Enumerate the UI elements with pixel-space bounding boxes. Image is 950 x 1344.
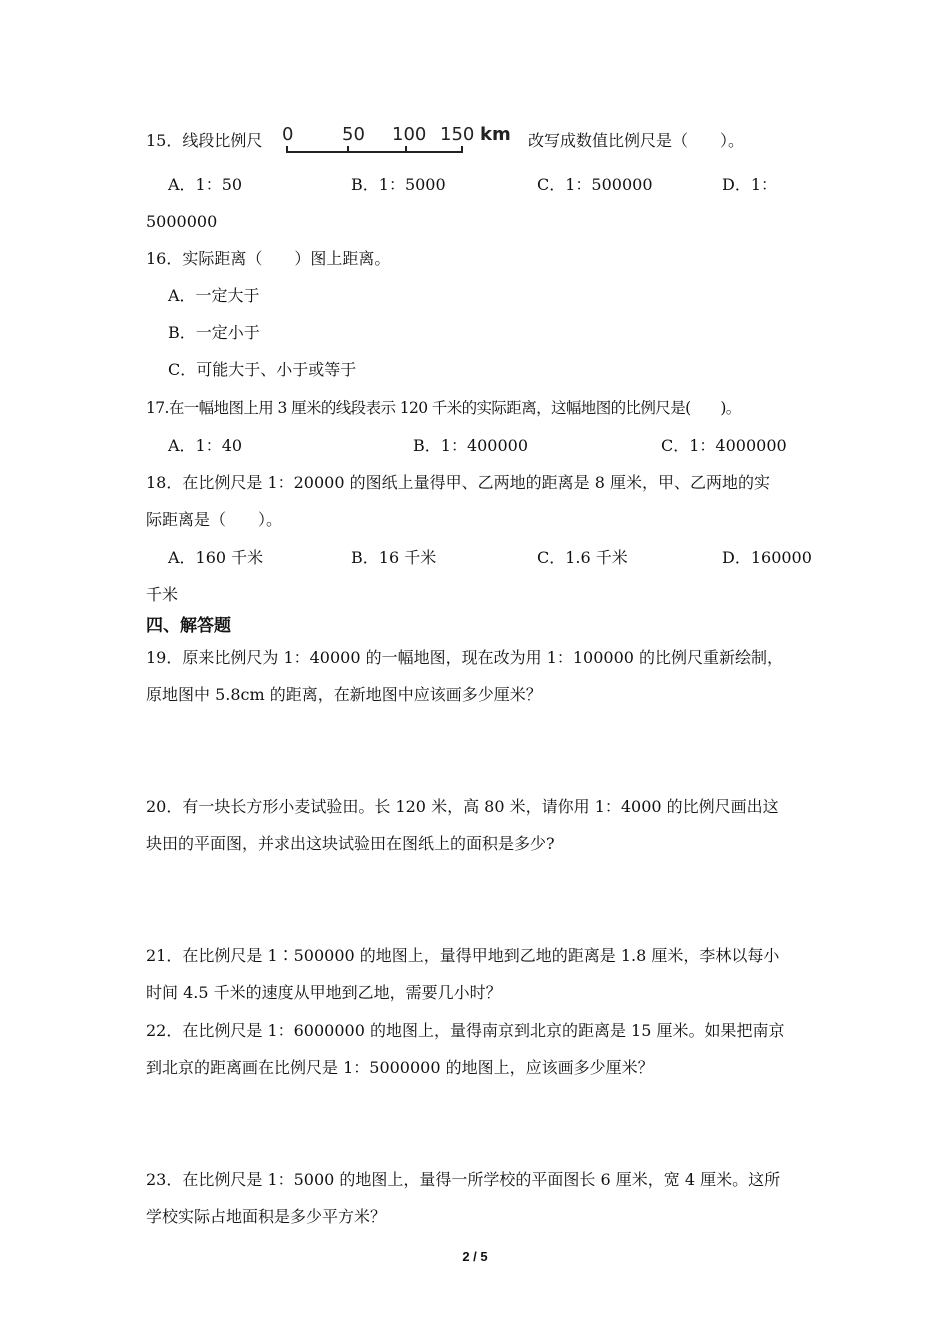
q19-line2: 原地图中 5.8cm 的距离，在新地图中应该画多少厘米？ [146,685,542,704]
q18-option-d: D．160000 [722,548,812,567]
q15-option-b: B．1：5000 [351,175,446,194]
q21-line2: 时间 4.5 千米的速度从甲地到乙地，需要几小时？ [146,983,502,1002]
q22-line1: 22．在比例尺是 1：6000000 的地图上，量得南京到北京的距离是 15 厘米。如果把南京 [146,1021,785,1040]
q15-prefix: 15．线段比例尺 [146,131,263,150]
q18-option-c: C．1.6 千米 [537,548,628,567]
q23-line1: 23．在比例尺是 1：5000 的地图上，量得一所学校的平面图长 6 厘米，宽 4 厘米。这所 [146,1170,781,1189]
q15-option-d: D．1： [722,175,778,194]
scale-label-50: 50 [342,124,365,145]
q15-option-c: C．1：500000 [537,175,653,194]
scale-label-0: 0 [282,124,294,145]
q18-option-b: B．16 千米 [351,548,437,567]
q19-line1: 19．原来比例尺为 1：40000 的一幅地图，现在改为用 1：100000 的比例尺重新绘制， [146,648,784,667]
q15-suffix: 改写成数值比例尺是（ ）。 [528,131,745,150]
page-number: 2 / 5 [462,1249,488,1264]
scale-label-100: 100 [392,124,427,145]
q16-option-a: A．一定大于 [168,286,260,305]
scale-label-150: 150 [440,124,475,145]
q15-option-d-cont: 5000000 [146,212,218,231]
q16-stem: 16．实际距离（ ）图上距离。 [146,249,391,268]
scale-label-unit: km [480,124,511,145]
q17-stem: 17.在一幅地图上用 3 厘米的线段表示 120 千米的实际距离，这幅地图的比例尺是( )。 [146,399,741,417]
q18-option-a: A．160 千米 [168,548,264,567]
q15-option-a: A．1：50 [168,175,243,194]
section-title: 四、解答题 [146,616,231,636]
q16-option-b: B．一定小于 [168,323,260,342]
q23-line2: 学校实际占地面积是多少平方米？ [146,1207,387,1226]
q16-option-c: C．可能大于、小于或等于 [168,360,357,379]
q20-line1: 20．有一块长方形小麦试验田。长 120 米，高 80 米，请你用 1：4000 的比例尺画出这 [146,797,779,816]
q17-option-c: C．1：4000000 [661,436,787,455]
q21-line1: 21．在比例尺是 1∶500000 的地图上，量得甲地到乙地的距离是 1.8 厘米，李林以每小 [146,946,780,965]
q17-option-a: A．1：40 [168,436,243,455]
q20-line2: 块田的平面图，并求出这块试验田在图纸上的面积是多少? [146,834,555,853]
q22-line2: 到北京的距离画在比例尺是 1：5000000 的地图上，应该画多少厘米？ [146,1058,654,1077]
q18-stem-line2: 际距离是（ ）。 [146,510,283,529]
q18-option-d-cont: 千米 [146,585,179,604]
scale-bar-figure [282,122,514,158]
q18-stem-line1: 18．在比例尺是 1：20000 的图纸上量得甲、乙两地的距离是 8 厘米，甲、乙两地的实 [146,473,770,492]
q17-option-b: B．1：400000 [413,436,529,455]
